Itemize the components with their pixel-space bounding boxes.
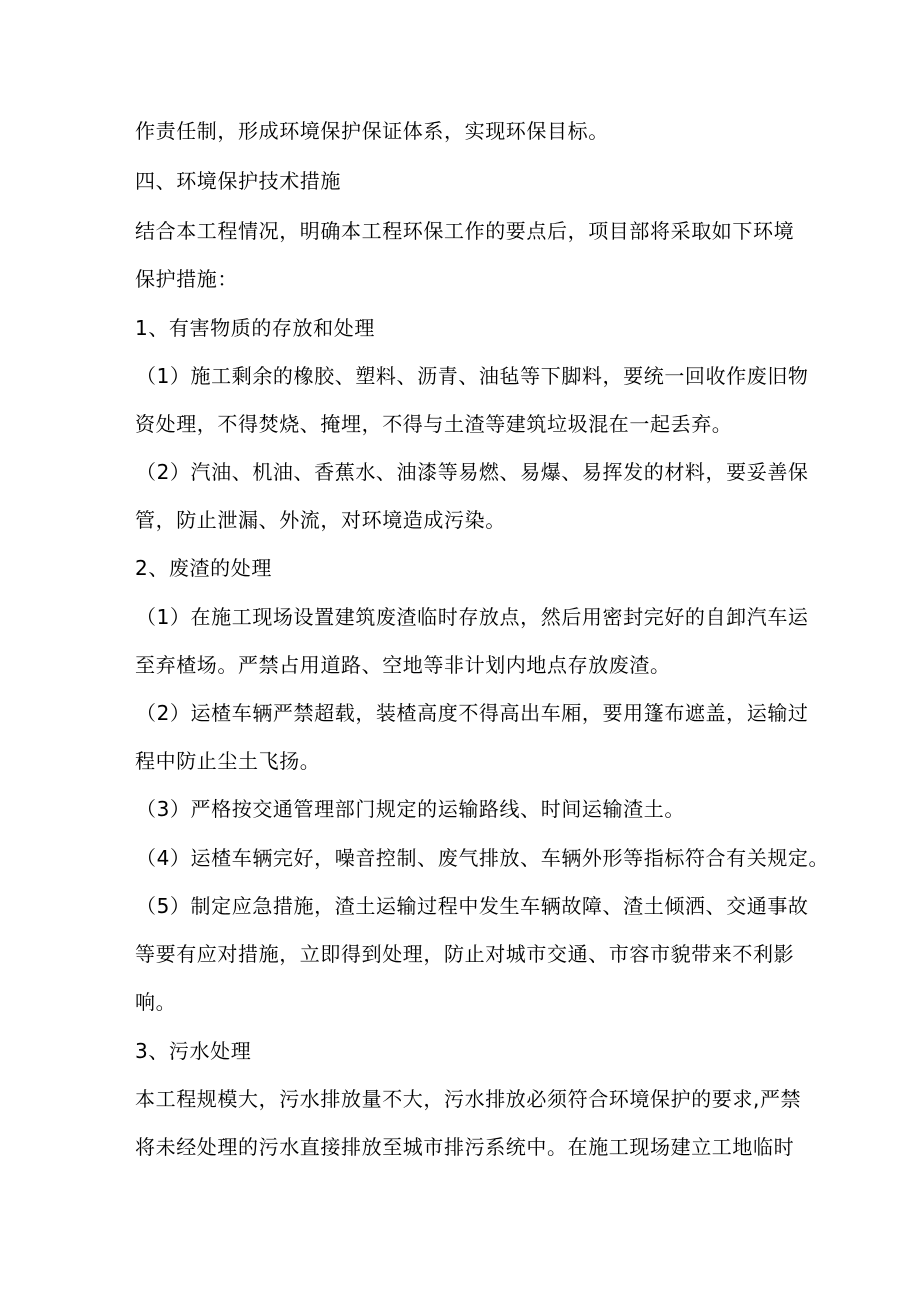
text-line-1: 作责任制，形成环境保护保证体系，实现环保目标。 <box>135 119 609 143</box>
text-line-4: 保护措施： <box>135 267 238 291</box>
subsection-heading-1: 1、有害物质的存放和处理 <box>135 316 375 340</box>
item-line-1-2b: 管，防止泄漏、外流，对环境造成污染。 <box>135 508 506 532</box>
item-line-1-1a: （1）施工剩余的橡胶、塑料、沥青、油毡等下脚料，要统一回收作废旧物 <box>136 364 809 388</box>
item-line-1-1b: 资处理，不得焚烧、掩埋，不得与土渣等建筑垃圾混在一起丢弃。 <box>135 412 733 436</box>
subsection-heading-3: 3、污水处理 <box>135 1039 252 1063</box>
item-line-2-2a: （2）运楂车辆严禁超载，装楂高度不得高出车厢，要用篷布遮盖，运输过 <box>136 701 809 725</box>
item-line-2-1a: （1）在施工现场设置建筑废渣临时存放点，然后用密封完好的自卸汽车运 <box>136 605 809 629</box>
item-line-2-1b: 至弃楂场。严禁占用道路、空地等非计划内地点存放废渣。 <box>135 653 671 677</box>
text-line-22: 将未经处理的污水直接排放至城市排污系统中。在施工现场建立工地临时 <box>135 1135 795 1159</box>
item-line-2-2b: 程中防止尘土飞扬。 <box>135 749 321 773</box>
item-line-2-4: （4）运楂车辆完好，噪音控制、废气排放、车辆外形等指标符合有关规定。 <box>136 846 830 870</box>
text-line-21: 本工程规模大，污水排放量不大，污水排放必须符合环境保护的要求,严禁 <box>135 1087 802 1111</box>
item-line-2-5a: （5）制定应急措施，渣土运输过程中发生车辆故障、渣土倾洒、交通事故 <box>136 894 809 918</box>
item-line-2-5b: 等要有应对措施，立即得到处理，防止对城市交通、市容市貌带来不利影 <box>135 942 795 966</box>
item-line-2-3: （3）严格按交通管理部门规定的运输路线、时间运输渣土。 <box>136 797 685 821</box>
section-heading-4: 四、环境保护技术措施 <box>135 169 341 193</box>
text-line-3: 结合本工程情况，明确本工程环保工作的要点后，项目部将采取如下环境 <box>135 219 795 243</box>
item-line-2-5c: 响。 <box>135 990 177 1014</box>
item-line-1-2a: （2）汽油、机油、香蕉水、油漆等易燃、易爆、易挥发的材料，要妥善保 <box>136 460 809 484</box>
subsection-heading-2: 2、废渣的处理 <box>135 556 272 580</box>
